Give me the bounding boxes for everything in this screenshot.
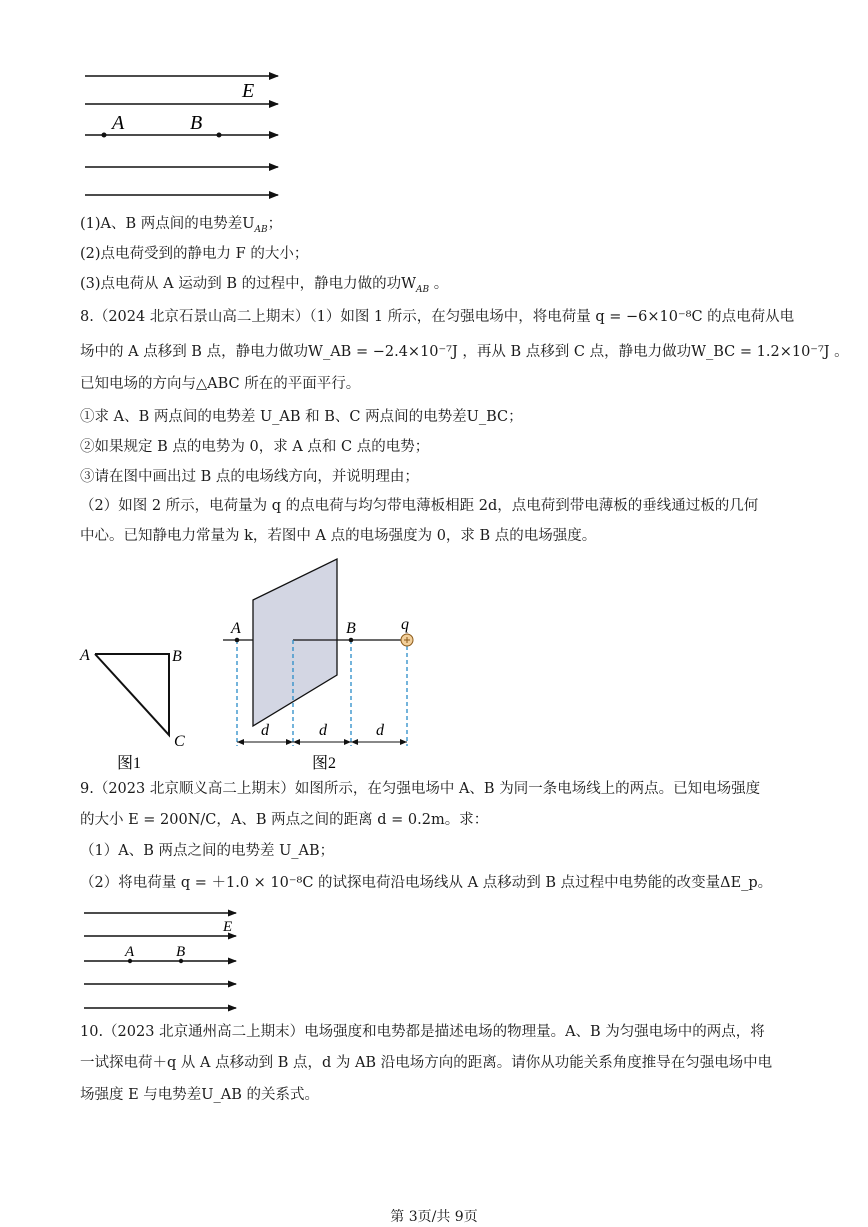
label-b: B xyxy=(346,620,356,637)
caption-fig1: 图1 xyxy=(117,755,142,772)
q9-line3: （1）A、B 两点之间的电势差 U_AB； xyxy=(80,843,335,859)
page-footer: 第 3页/共 9页 xyxy=(390,1209,478,1225)
point-b xyxy=(349,638,354,643)
label-q: q xyxy=(401,616,409,633)
point-a xyxy=(102,133,107,138)
label-a: A xyxy=(125,944,135,960)
field-figure-top xyxy=(80,62,290,207)
q8-line5: ②如果规定 B 点的电势为 0，求 A 点和 C 点的电势； xyxy=(80,439,430,455)
q10-line2: 一试探电荷＋q 从 A 点移动到 B 点，d 为 AB 沿电场方向的距离。请你从功能关系角度推导在匀强电场中电 xyxy=(80,1055,773,1071)
q8-line3: 已知电场的方向与△ABC 所在的平面平行。 xyxy=(80,376,361,392)
q8-line4: ①求 A、B 两点间的电势差 U_AB 和 B、C 两点间的电势差U_BC； xyxy=(80,409,523,425)
point-b xyxy=(217,133,222,138)
triangle-figure xyxy=(75,640,195,775)
label-b: B xyxy=(176,944,186,960)
label-c: C xyxy=(174,733,185,750)
triangle-abc xyxy=(95,654,169,735)
q8-line6: ③请在图中画出过 B 点的电场线方向，并说明理由； xyxy=(80,469,419,485)
q7-part3: (3)点电荷从 A 运动到 B 的过程中，静电力做的功$W_{AB}$ 。 xyxy=(80,276,449,295)
q8-line8: 中心。已知静电力常量为 k，若图中 A 点的电场强度为 0，求 B 点的电场强度。 xyxy=(80,528,597,544)
label-d3: d xyxy=(376,722,384,739)
caption-fig2: 图2 xyxy=(312,755,337,772)
q10-line3: 场强度 E 与电势差U_AB 的关系式。 xyxy=(80,1087,320,1103)
plate-figure xyxy=(215,550,425,775)
label-d2: d xyxy=(319,722,327,739)
q10-line1: 10.（2023 北京通州高二上期末）电场强度和电势都是描述电场的物理量。A、B 为匀强电场中的两点，将 xyxy=(80,1024,765,1040)
label-a: A xyxy=(231,620,241,637)
charged-plate xyxy=(253,559,337,726)
point-a xyxy=(235,638,240,643)
field-figure-q9 xyxy=(80,903,245,1018)
label-e: E xyxy=(223,919,233,935)
q9-line4: （2）将电荷量 q = ＋1.0 × 10⁻⁸C 的试探电荷沿电场线从 A 点移动到 B 点过程中电势能的改变量ΔE_p。 xyxy=(80,875,773,891)
q7-part2: (2)点电荷受到的静电力 F 的大小； xyxy=(80,246,309,262)
q9-line1: 9.（2023 北京顺义高二上期末）如图所示，在匀强电场中 A、B 为同一条电场线上的两点。已知电场强度 xyxy=(80,781,761,797)
label-a: A xyxy=(80,647,90,664)
label-a: A xyxy=(112,112,125,134)
label-b: B xyxy=(190,112,203,134)
q8-line7: （2）如图 2 所示，电荷量为 q 的点电荷与均匀带电薄板相距 2d，点电荷到带电薄板的垂线通过板的几何 xyxy=(80,498,759,514)
q8-line2: 场中的 A 点移到 B 点，静电力做功W_AB = −2.4×10⁻⁷J ，再从 B 点移到 C 点，静电力做功W_BC = 1.2×10⁻⁷J 。 xyxy=(80,344,849,360)
label-e: E xyxy=(242,80,255,102)
label-d1: d xyxy=(261,722,269,739)
q9-line2: 的大小 E = 200N/C，A、B 两点之间的距离 d = 0.2m。求： xyxy=(80,812,489,828)
label-b: B xyxy=(172,648,182,665)
q7-part1: (1)A、B 两点间的电势差$U_{AB}$； xyxy=(80,216,283,235)
q8-line1: 8.（2024 北京石景山高二上期末）（1）如图 1 所示，在匀强电场中，将电荷量 q = −6×10⁻⁸C 的点电荷从电 xyxy=(80,309,795,325)
